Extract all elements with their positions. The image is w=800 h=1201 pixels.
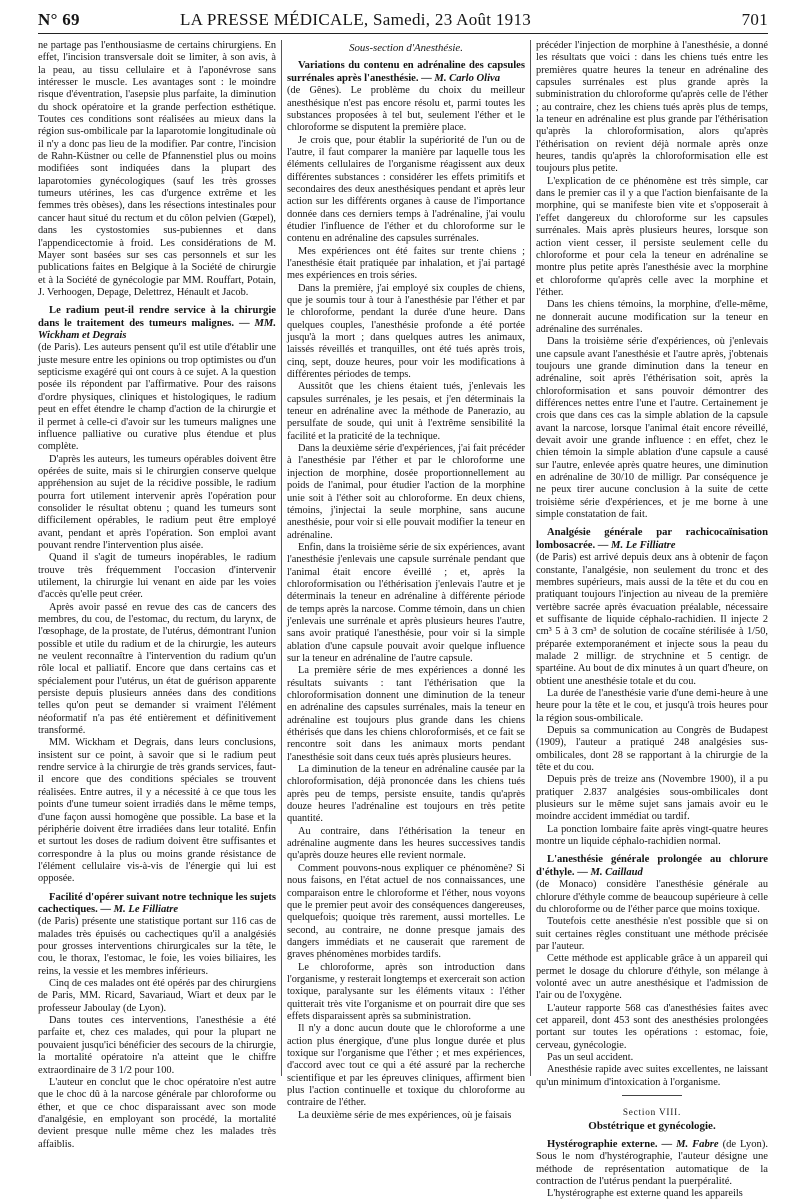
paragraph: L'auteur rapporte 568 cas d'anesthésies faites avec cet appareil, dont 453 sont des anesthésies prolongées portant sur toutes les opérations : estomac, foie, cerveau, gynécologie. [536, 1002, 768, 1051]
paragraph: (de Gênes). Le problème du choix du meilleur anesthésique n'est pas encore résolu et, parmi toutes les substances proposées à tel but, seulement l'éther et le chloroforme se disputent la première place. [287, 85, 525, 134]
article-author: M. Le Filliatre [611, 539, 676, 551]
paragraph: ne partage pas l'enthousiasme de certains chirurgiens. En effet, l'incision transversale doit se limiter, à son avis, à la peau, au tissu cellulaire et à l'aponévrose sans intéresser le muscle. Les avantages sont : le moindre risque d'éventration, l'asepsie plus parfaite, la diminution du shock opératoire et la grande perfection esthétique. Toutes ces conditions sont réalisées au mieux dans la région sus-ombilicale par la laparotomie longitudinale où il n'y a donc pas lieu de la modifier. Par contre, l'incision de Rahn-Küstner ou celle de Pfannenstiel plus ou moins modifiées sont indiquées dans la plupart des laparotomies gynécologiques (sauf les très grosses tumeurs utérines, les cas d'urgence extrême et les femmes très obèses), dans les résections intestinales pour cancer haut situé du rectum et du côlon pelvien (Gœpel), dans les cystostomies sus-pubiennes et dans l'appendicectomie à froid. Les considérations de M. Mayer sont basées sur ses cas personnels et sur les publications faites en Belgique à la Société de chirurgie et à la Société de gynécologie par MM. Rouffart, Potain, J. Verhoogen, Depage, Delettrez, Hénault et Jacob. [38, 40, 276, 298]
article-author: M. Caillaud [590, 866, 643, 878]
paragraph: Quand il s'agit de tumeurs inopérables, le radium trouve très fréquemment l'occasion d'intervenir utilement, la chirurgie lui venant en aide par les voies d'accès qu'elle peut créer. [38, 552, 276, 601]
paragraph: La deuxième série de mes expériences, où je faisais [298, 1109, 512, 1121]
article-heading: L'anesthésie générale prolongée au chlorure d'éthyle. — M. Caillaud [536, 854, 768, 878]
paragraph: Il n'y a donc aucun doute que le chloroforme a une action plus énergique, d'une plus longue durée et plus toxique sur l'organisme que l'éther ; et mes expériences, d'accord avec tout ce qui a été assuré par la recherche scientifique et par les épreuves cliniques, affirment bien plus l'action continuelle et toxique du chloroforme au contraire de l'éther. [287, 1023, 525, 1109]
article-title: L'anesthésie générale prolongée au chlorure d'éthyle. [536, 854, 768, 878]
paragraph: Je crois que, pour établir la supériorité de l'un ou de l'autre, il faut comparer la manière par laquelle tous les éléments cellulaires de l'organisme réagissent aux deux différentes substances : considérer les effets primitifs et secondaires des deux anesthésiques pendant et après leur action sur les différents organes à cause de l'importance donnée dans ces derniers temps à l'adrénaline, j'ai voulu étudier l'influence de l'éther et du chloroforme sur le contenu en adrénaline des capsules surrénales. [287, 134, 525, 245]
paragraph: Cette méthode est applicable grâce à un appareil qui permet le dosage du chlorure d'éthyle, son mélange à volonté avec un autre anesthésique et l'admission de l'air ou de l'oxygène. [536, 953, 768, 1002]
article-heading: Analgésie générale par rachicocaïnisation lombosacrée. — M. Le Filliatre [536, 527, 768, 551]
paragraph: MM. Wickham et Degrais, dans leurs conclusions, insistent sur ce point, à savoir que si le radium peut rendre service à la chirurgie de très grands services, faut-il encore que des conditions spéciales se trouvent réalisées. Entre autres, il y a nécessité à ce que tous les points d'une tumeur soient irradiés dans le même temps, d'une façon aussi homogène que possible. La base et la périphérie doivent être irradiées dans leur totalité. Enfin et surtout les doses de radium doivent être suffisantes et correspondre à la plus ou moins grande résistance de l'élément cellulaire vis-à-vis de l'énergie qui lui est opposée. [38, 737, 276, 885]
paragraph: Depuis sa communication au Congrès de Budapest (1909), l'auteur a pratiqué 248 analgésies sus-ombilicales, dont 28 se rapportant à la chirurgie de la tête et du cou. [536, 725, 768, 774]
paragraph: L'hystérographe est externe quand les appareils [547, 1188, 743, 1200]
paragraph: Cinq de ces malades ont été opérés par des chirurgiens de Paris, MM. Ricard, Savariaud, Wiart et deux par le professeur Jaboulay (de Lyon). [38, 978, 276, 1014]
article-lead: (de Lyon). Sous le nom d'hystérographie, l'auteur désigne une méthode de représentation automatique de la contraction de l'utérus pendant la puerpéralité. [536, 1138, 769, 1188]
issue-number: N° 69 [38, 10, 80, 29]
paragraph: Anesthésie rapide avec suites excellentes, ne laissant qu'un minimum d'intoxication à l'organisme. [536, 1064, 768, 1088]
article-author: M. Carlo Oliva [434, 72, 501, 84]
paragraph: La durée de l'anesthésie varie d'une demi-heure à une heure pour la tête et le cou, et jusqu'à trois heures pour la région sous-ombilicale. [536, 688, 768, 724]
paragraph: Au contraire, dans l'éthérisation la teneur en adrénaline augmente dans les heures successives tandis qu'après douze heures elle revient normale. [287, 825, 525, 862]
paragraph: L'auteur en conclut que le choc opératoire n'est autre que le choc dû à la narcose générale par chloroforme ou éther, et que ce choc disparaissant avec son mode d'analgésie, en employant son procédé, la mortalité devient presque nulle même chez les malades très affaiblis. [38, 1076, 276, 1150]
paragraph: Mes expériences ont été faites sur trente chiens ; l'anesthésie était pratiquée par inhalation, et j'ai partagé mes expériences en trois séries. [287, 245, 525, 282]
article-heading: Le radium peut-il rendre service à la chirurgie dans le traitement des tumeurs malignes. — MM. Wickham et Degrais [38, 305, 277, 342]
article-title: Variations du contenu en adrénaline des capsules surrénales après l'anesthésie. [287, 60, 525, 84]
paragraph: Enfin, dans la troisième série de six expériences, avant l'anesthésie j'enlevais une capsule surrénale pendant que l'animal était encore éveillé ; et, après la chloroformisation ou l'éthérisation j'enlevais l'autre et je déterminais la teneur en adrénaline à différente période de temps après la narcose. Comme témoin, dans un chien j'enlevais une surrénale et après plusieurs heures l'autre, sans avoir pratiqué l'anesthésie, pour voir si la simple ablation d'une capsule pouvait avoir quelque influence sur la teneur en adrénaline de l'autre capsule. [287, 541, 525, 664]
article-heading: Variations du contenu en adrénaline des capsules surrénales après l'anesthésie. — M. Carlo Oliva [287, 60, 525, 84]
paragraph: La première série de mes expériences a donné les résultats suivants : tant l'éthérisation que la chloroformisation donnent une diminution de la teneur en adrénaline des capsules surrénales, mais la teneur en adrénaline est toujours plus grande dans les chiens éthérisés que dans les chiens chloroformisés, et ce fait se rencontre soit dans les animaux morts pendant l'anesthésie soit dans ceux tués après plusieurs heures. [287, 665, 525, 763]
paragraph: Pas un seul accident. [547, 1052, 634, 1064]
paragraph: La diminution de la teneur en adrénaline causée par la chloroformisation, déjà prononcée dans les chiens tués après peu de temps, persiste ensuite, tandis qu'après douze heures l'adrénaline est toujours en très petite quantité. [287, 764, 525, 825]
masthead [38, 8, 768, 32]
article-author: M. Le Filliatre [113, 903, 179, 915]
subsection-title: Sous-section d'Anesthésie. [349, 42, 463, 54]
article-title: Facilité d'opérer suivant notre technique les sujets cachectiques. [38, 891, 276, 915]
article-title: Le radium peut-il rendre service à la chirurgie dans le traitement des tumeurs malignes. [38, 305, 276, 329]
column-3 [536, 40, 769, 1200]
paragraph: L'explication de ce phénomène est très simple, car dans le premier cas il y a que l'action bienfaisante de la morphine, qui se manifeste bien vite et s'opposerait à l'effet dangereux du chloroforme sur les capsules surrénales. Mais après plusieurs heures, lorsque son action vient cesser, il persiste seulement celle du chloroforme et pour cela la teneur en adrénaline se montre plus petite après l'anesthésie avec la morphine et chloroforme qu'après celle avec la morphine et l'éther. [536, 175, 768, 298]
paragraph: (de Paris) présente une statistique portant sur 116 cas de malades très épuisés ou cachectiques qu'il a analgésiés pour grosses interventions chirurgicales sur la tête, le cou, le thorax, l'estomac, le foie, les voies biliaires, les reins, la vessie et les membres inférieurs. [38, 916, 276, 977]
paragraph: Dans la deuxième série d'expériences, j'ai fait précéder à l'anesthésie par l'éther et par le chloroforme une injection de morphine, dosée proportionnellement au poids de l'animal, pour étudier l'action de la morphine unie soit à l'éther soit au chloroforme. En deux chiens, témoins, j'injectai la seule morphine, sans aucune anesthésie, pour voir si elle pouvait modifier la teneur en adrénaline. [287, 443, 525, 541]
paragraph: (de Paris). Les auteurs pensent qu'il est utile d'établir une juste mesure entre les opinions ou trop optimistes ou d'un septicisme exagéré qui ont cours à ce sujet. A la question posée ils répondent par l'affirmative. Pour des raisons d'ordre physiques, cliniques et histologiques, le radium peut en effet étendre le champ d'action de la chirurgie et il permet à celle-ci d'avoir sur les tumeurs malignes une influence palliative ou curative plus étendue et plus complète. [38, 342, 276, 453]
paragraph: (de Monaco) considère l'anesthésie générale au chlorure d'éthyle comme de beaucoup supérieure à celle du chloroforme ou de l'éther parce que moins toxique. [536, 879, 768, 915]
article-author: MM. Wickham et Degrais [38, 317, 277, 342]
column-2 [287, 40, 525, 1121]
article-heading: Hystérographie externe. — M. Fabre (de Lyon). Sous le nom d'hystérographie, l'auteur désigne une méthode de représentation automatique de la contraction de l'utérus pendant la puerpéralité. [536, 1138, 769, 1188]
paragraph: Le chloroforme, après son introduction dans l'organisme, y resterait longtemps et exercerait son action toxique, paralysante sur les éléments vitaux : l'éther quitterait très vite l'organisme et on pourrait dire que ses effets disparaissent après sa subministration. [287, 961, 525, 1022]
paragraph: La ponction lombaire faite après vingt-quatre heures montre un liquide céphalo-rachidien normal. [536, 823, 768, 848]
paragraph: Toutefois cette anesthésie n'est possible que si on suit certaines règles constituant une méthode précisée par l'auteur. [536, 916, 768, 952]
paragraph: Dans la troisième série d'expériences, où j'enlevais une capsule avant l'anesthésie et l'autre après, j'obtenais toujours une grande diminution dans la teneur en adrénaline, soit après l'éthérisation soit, après la chloroformisation et sans pouvoir démontrer des différences nettes entre l'une et l'autre. Certainement je crois que dans ces cas la simple ablation de la capsule avant la narcose, lorsque l'animal était encore réveillé, devait avoir une grande influence : en effet, chez le chien témoin la simple ablation d'une capsule a causé sur l'autre, enlevée après quatre heures, une diminution en adrénaline de 30/10 de milligr. Par conséquence je ne peux tirer aucune conclusion à la suite de cette troisième série d'expériences, et je me borne à une simple constatation de fait. [536, 336, 768, 521]
page-number: 701 [741, 10, 768, 29]
article-author: M. Fabre [676, 1138, 719, 1150]
column-divider [530, 40, 531, 1076]
paragraph: Après avoir passé en revue des cas de cancers des membres, du cou, de l'estomac, du rectum, du larynx, de l'œsophage, de la prostate, de l'utérus, démontrant l'union possible et utile du radium et de la chirurgie, les auteurs ne veulent reconnaître à l'intervention du radium qu'un rôle local et palliatif. Encore que dans certains cas et spécialement pour l'utérus, un état de guérison apparente persiste depuis plusieurs années dans des conditions telles qu'on peut se demander si vraiment l'élément néoformatif n'a pas été entièrement et définitivement transformé. [38, 601, 276, 737]
paragraph: Dans les chiens témoins, la morphine, d'elle-même, ne donnerait aucune modification sur la teneur en adrénaline des surrénales. [536, 299, 768, 335]
paragraph: Aussitôt que les chiens étaient tués, j'enlevais les capsules surrénales, je les pesais, et j'en déterminais la teneur en adrénaline avec la méthode de Panerazio, au persulfate de soude, qui unit à l'extrême sensibilité la facilité et la praticité de la technique. [287, 381, 525, 442]
article-title: Analgésie générale par rachicocaïnisation lombosacrée. [536, 527, 768, 551]
article-title: Hystérographie externe. [547, 1138, 658, 1150]
paragraph: Dans la première, j'ai employé six couples de chiens, que je soumis tour à tour à l'anesthésie par l'éther et par le chloroforme, pendant la durée d'une heure. Dans quelques couples, l'anesthésie profonde a été portée jusqu'à la mort ; dans quelques autres les animaux, laissés réveillés et tranquilles, ont été tués après trois, cinq, sept, douze heures, pour voir les modifications à différentes périodes de temps. [287, 282, 525, 381]
paragraph: Comment pouvons-nous expliquer ce phénomène? Si nous faisons, en l'état actuel de nos connaissances, une comparaison entre le chloroforme et l'éther, nous voyons que le premier peut avoir des conséquences dangereuses, quelquefois; quoique très rarement, aussi mortelles. Le second, au contraire, ne donne presque jamais des dangers immédiats et ne causerait que rarement de graves phénomènes morbides tardifs. [287, 862, 525, 961]
paragraph: D'après les auteurs, les tumeurs opérables doivent être opérées de suite, mais si le chirurgien conserve quelque appréhension au sujet de la récidive possible, le radium pourra fort utilement intervenir après l'opération pour consolider le résultat obtenu ; quand les tumeurs sont difficilement opérables, le radium peut être employé avant, pendant et après l'opération. Son emploi avant pouvant rendre l'intervention plus aisée. [38, 453, 276, 551]
section-title: Obstétrique et gynécologie. [588, 1120, 716, 1133]
paragraph: précéder l'injection de morphine à l'anesthésie, a donné les résultats que voici : dans les chiens tués entre les premières quatre heures la teneur en adrénaline des capsules surrénales est plus grande après la subministration du chloroforme qu'après celle de l'éther ; au contraire, chez les chiens tués après plus de temps, la teneur en adrénaline est plus grande par l'éthérisation qu'après la chloroformisation, alors qu'après l'éthérisation on revient déjà normale après onze heures, tandis qu'après la chloroformisation elle est toujours plus petite. [536, 40, 768, 175]
article-heading: Facilité d'opérer suivant notre technique les sujets cachectiques. — M. Le Filliatre [38, 891, 276, 915]
paragraph: Depuis près de treize ans (Novembre 1900), il a pu pratiquer 2.837 analgésies sous-ombilicales dont plusieurs sur le même sujet sans jamais avoir eu le moindre accident immédiat ou tardif. [536, 774, 768, 823]
column-divider [281, 40, 282, 1076]
paragraph: Dans toutes ces interventions, l'anesthésie a été parfaite et, chez ces malades, qui pour la plupart ne pouvaient jusqu'ici bénéficier des secours de la chirurgie, la mortalité opératoire n'a atteint que le chiffre extraordinaire de 3 1/2 pour 100. [38, 1015, 276, 1076]
section-divider [622, 1095, 682, 1096]
masthead-rule [38, 33, 768, 34]
section-label: Section VIII. [622, 1107, 682, 1118]
column-1 [38, 40, 277, 1150]
journal-title: LA PRESSE MÉDICALE, Samedi, 23 Août 1913 [180, 10, 532, 29]
paragraph: (de Paris) est arrivé depuis deux ans à obtenir de façon constante, l'analgésie, non seulement du tronc et des membres supérieurs, mais aussi de la tête et du cou en pratiquant toujours l'injection au niveau de la première vertèbre sacrée après évacuation préalable, nécessaire et suffisante de liquide céphalo-rachidien. Il injecte 2 cm³ 5 à 3 cm³ de solution de cocaïne stérilisée à 1/50, préparée extemporanément et injecte sous la peau du malade 2 milligr. de strychnine et 5 centigr. de spartéine. Au bout de dix minutes à un quart d'heure, on obtient une anesthésie totale et du cou. [536, 552, 768, 687]
